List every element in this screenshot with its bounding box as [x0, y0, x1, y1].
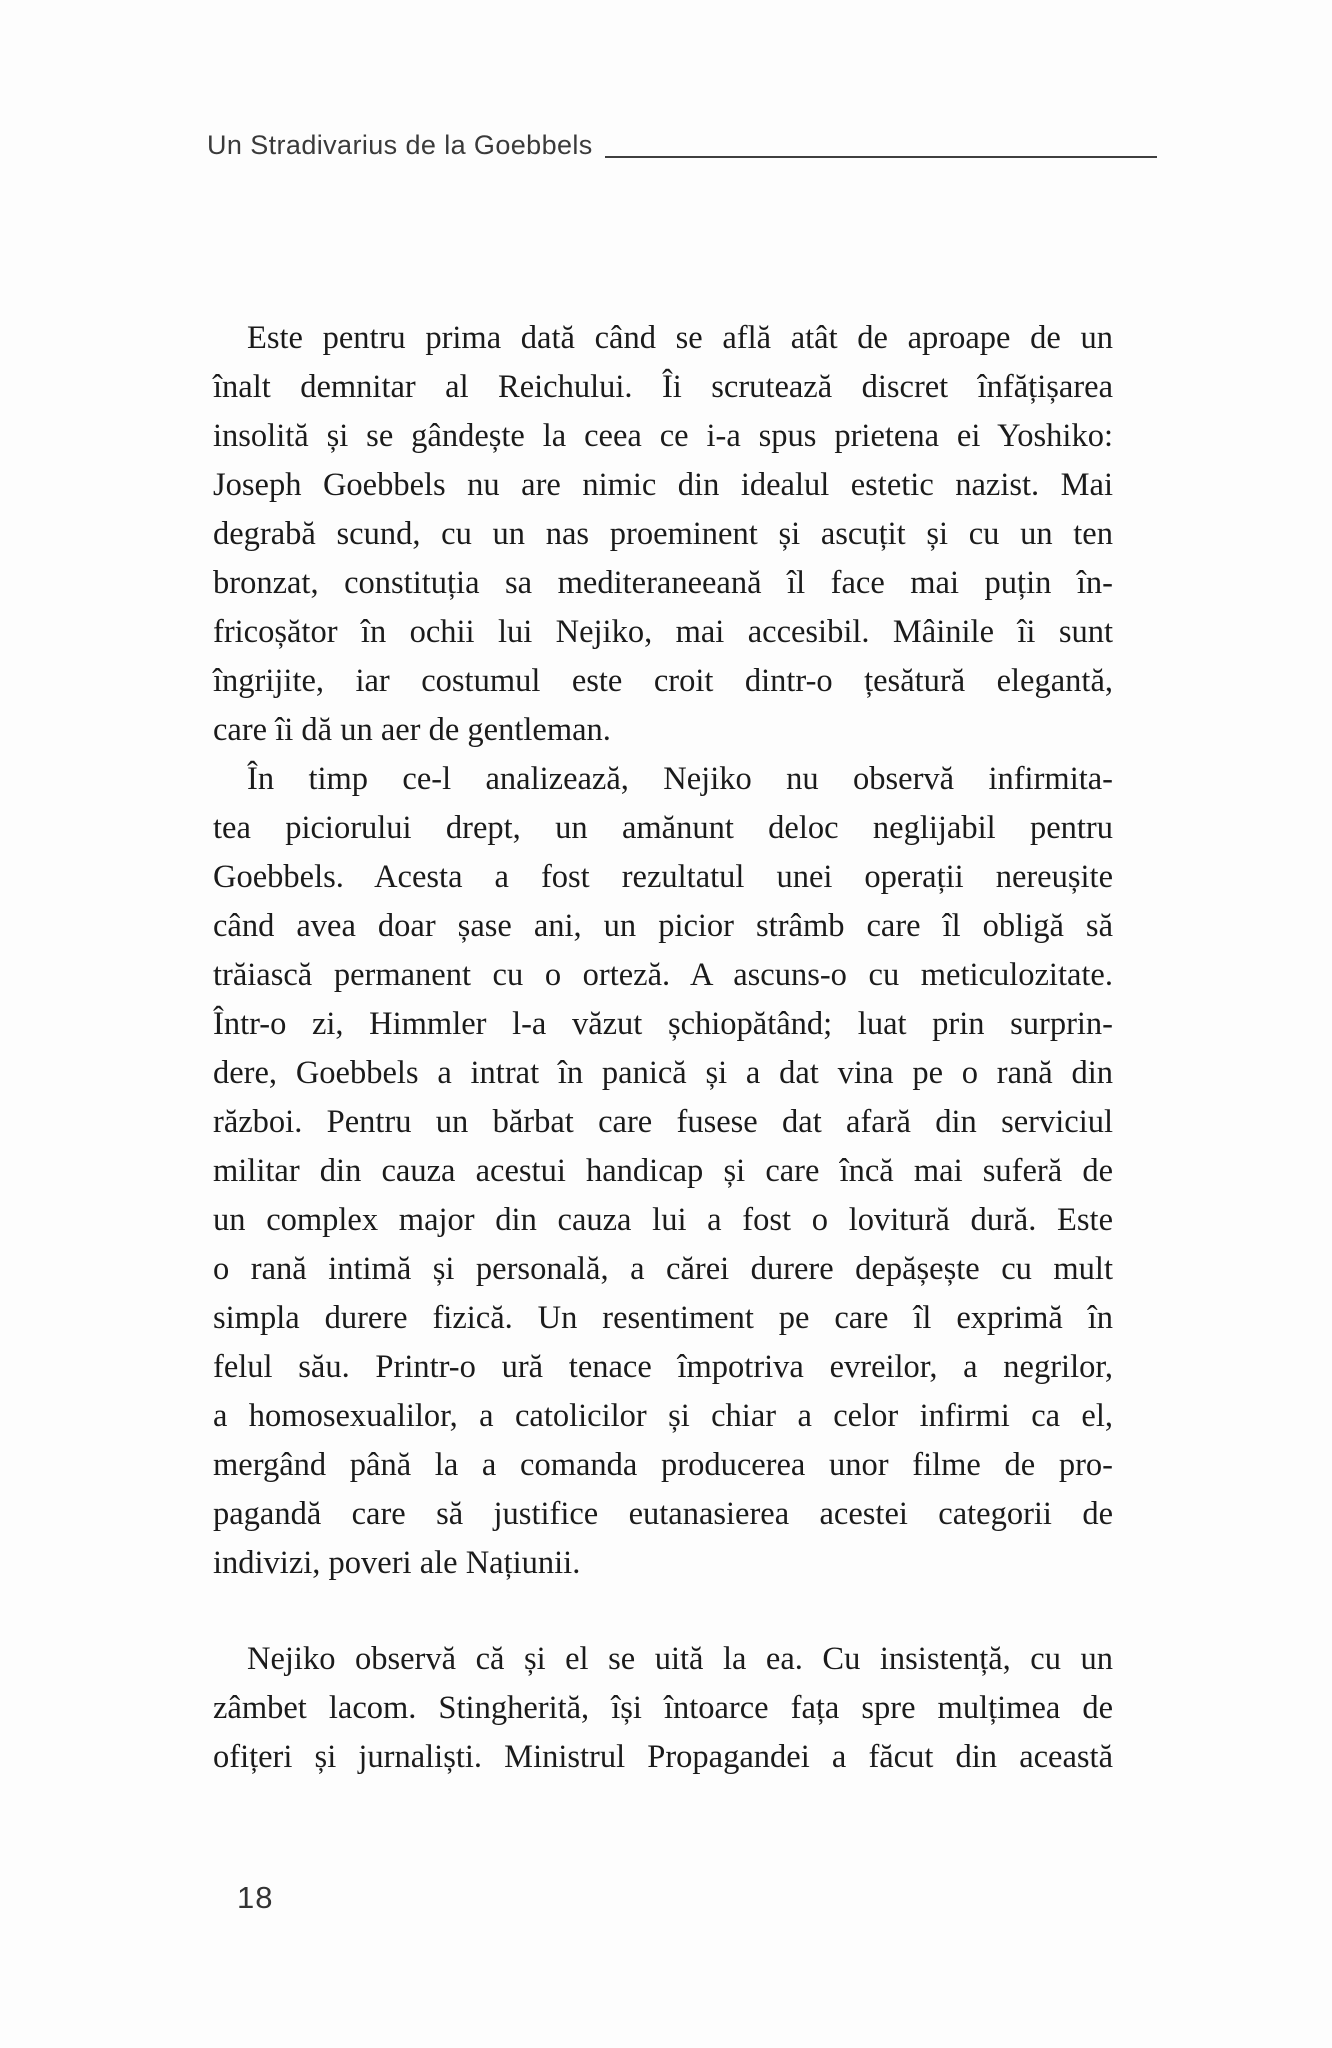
text-line: război. Pentru un bărbat care fusese dat afară din serviciul [213, 1104, 1113, 1140]
text-line: indivizi, poveri ale Națiunii. [213, 1545, 581, 1581]
text-line: înalt demnitar al Reichului. Îi scrutează discret înfățișarea [213, 369, 1113, 405]
running-header [207, 132, 1157, 159]
text-line: îngrijite, iar costumul este croit dintr-o țesătură elegantă, [213, 663, 1113, 699]
text-line: Joseph Goebbels nu are nimic din idealul estetic nazist. Mai [213, 467, 1113, 503]
text-line: care îi dă un aer de gentleman. [213, 712, 611, 748]
text-line: a homosexualilor, a catolicilor și chiar a celor infirmi ca el, [213, 1398, 1113, 1434]
text-line: Este pentru prima dată când se află atât de aproape de un [247, 320, 1113, 356]
running-header-title: Un Stradivarius de la Goebbels [207, 130, 593, 160]
paragraph [213, 314, 1113, 755]
page-body [213, 314, 1113, 1782]
text-line: pagandă care să justifice eutanasierea acestei categorii de [213, 1496, 1113, 1532]
header-rule [605, 156, 1157, 158]
text-line: un complex major din cauza lui a fost o lovitură dură. Este [213, 1202, 1113, 1238]
text-line: Nejiko observă că și el se uită la ea. Cu insistență, cu un [247, 1641, 1113, 1677]
text-line: insolită și se gândește la ceea ce i-a spus prietena ei Yoshiko: [213, 418, 1113, 454]
text-line: militar din cauza acestui handicap și care încă mai suferă de [213, 1153, 1113, 1189]
text-line: degrabă scund, cu un nas proeminent și ascuțit și cu un ten [213, 516, 1113, 552]
text-line: bronzat, constituția sa mediteraneeană îl face mai puțin în- [213, 565, 1113, 601]
text-line: Într-o zi, Himmler l-a văzut șchiopătând; luat prin surprin- [213, 1006, 1113, 1042]
text-line: Goebbels. Acesta a fost rezultatul unei operații nereușite [213, 859, 1113, 895]
text-line: dere, Goebbels a intrat în panică și a dat vina pe o rană din [213, 1055, 1113, 1091]
text-line: tea piciorului drept, un amănunt deloc neglijabil pentru [213, 810, 1113, 846]
paragraph [213, 755, 1113, 1588]
text-line: mergând până la a comanda producerea unor filme de pro- [213, 1447, 1113, 1483]
text-line: trăiască permanent cu o orteză. A ascuns-o cu meticulozitate. [213, 957, 1113, 993]
paragraph [213, 1635, 1113, 1782]
text-line: simpla durere fizică. Un resentiment pe care îl exprimă în [213, 1300, 1113, 1336]
text-line: ofițeri și jurnaliști. Ministrul Propagandei a făcut din această [213, 1739, 1113, 1775]
text-line: felul său. Printr-o ură tenace împotriva evreilor, a negrilor, [213, 1349, 1113, 1385]
text-line: o rană intimă și personală, a cărei durere depășește cu mult [213, 1251, 1113, 1287]
page-number: 18 [237, 1880, 274, 1915]
text-line: fricoșător în ochii lui Nejiko, mai accesibil. Mâinile îi sunt [213, 614, 1113, 650]
text-line: când avea doar șase ani, un picior strâmb care îl obligă să [213, 908, 1113, 944]
text-line: zâmbet lacom. Stingherită, își întoarce fața spre mulțimea de [213, 1690, 1113, 1726]
text-line: În timp ce-l analizează, Nejiko nu observă infirmita- [247, 761, 1113, 797]
